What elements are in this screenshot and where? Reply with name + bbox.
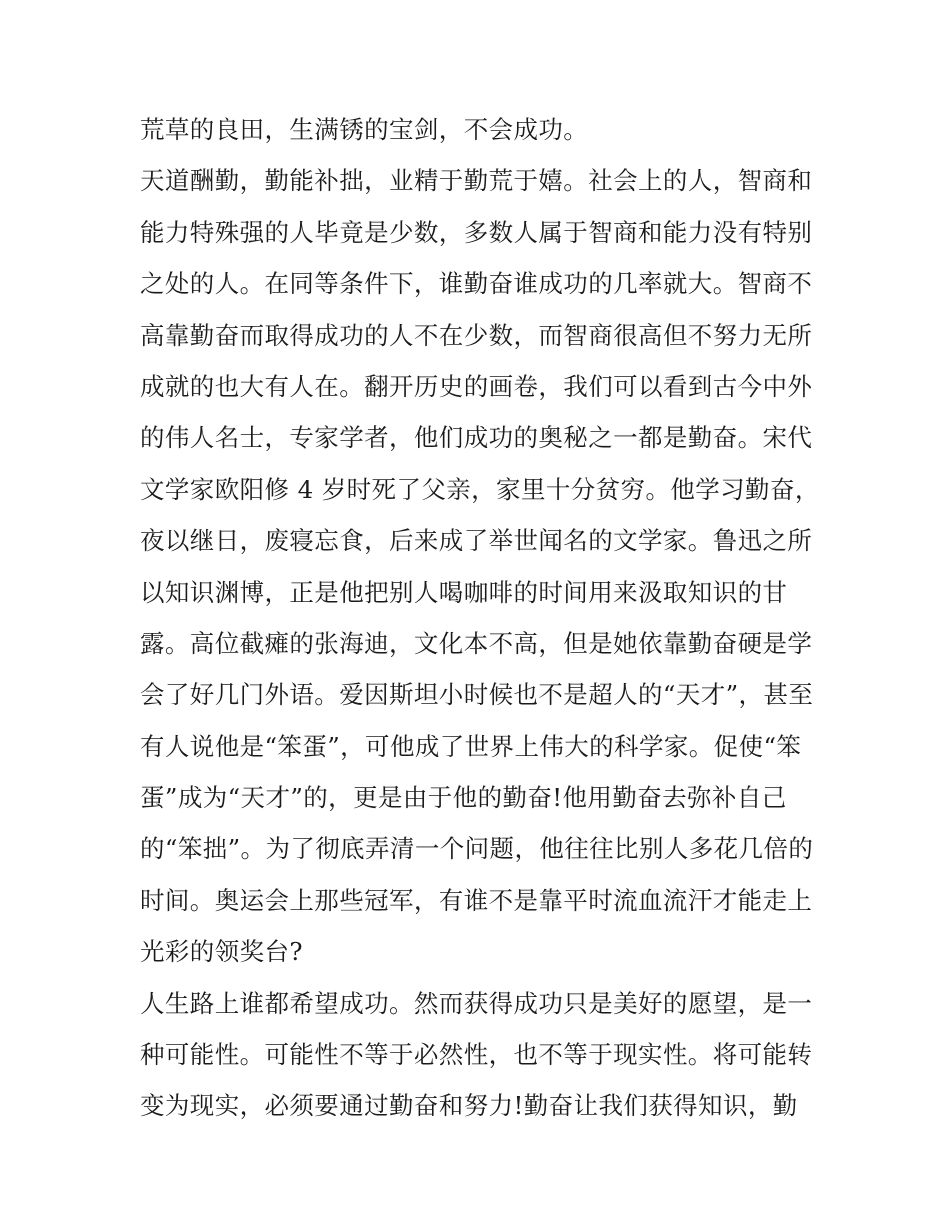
text-line: 变为现实，必须要通过勤奋和努力!勤奋让我们获得知识，勤 [140,1091,798,1121]
text-line: 夜以继日，废寝忘食，后来成了举世闻名的文学家。鲁迅之所 [140,526,813,556]
text-line: 人生路上谁都希望成功。然而获得成功只是美好的愿望，是一 [140,988,813,1018]
text-line: 高靠勤奋而取得成功的人不在少数，而智商很高但不努力无所 [140,320,813,350]
text-line: 光彩的领奖台? [140,937,303,967]
document-body [140,104,820,1132]
text-line: 的“笨拙”。为了彻底弄清一个问题，他往往比别人多花几倍的 [140,834,814,864]
text-line: 成就的也大有人在。翻开历史的画卷，我们可以看到古今中外 [140,371,813,401]
text-line: 的伟人名士，专家学者，他们成功的奥秘之一都是勤奋。宋代 [140,423,813,453]
text-line: 有人说他是“笨蛋”，可他成了世界上伟大的科学家。促使“笨 [140,731,802,761]
text-line: 以知识渊博，正是他把别人喝咖啡的时间用来汲取知识的甘 [140,577,788,607]
text-line: 荒草的良田，生满锈的宝剑，不会成功。 [140,115,589,144]
text-line: 时间。奥运会上那些冠军，有谁不是靠平时流血流汗才能走上 [140,885,813,915]
text-line: 天道酬勤，勤能补拙，业精于勤荒于嬉。社会上的人，智商和 [140,166,813,196]
text-line: 种可能性。可能性不等于必然性，也不等于现实性。将可能转 [140,1040,813,1070]
text-line: 文学家欧阳修 4 岁时死了父亲，家里十分贫穷。他学习勤奋， [140,474,820,504]
text-line: 会了好几门外语。爱因斯坦小时候也不是超人的“天才”，甚至 [140,680,814,710]
text-line: 蛋”成为“天才”的，更是由于他的勤奋!他用勤奋去弥补自己 [140,783,787,813]
text-line: 之处的人。在同等条件下，谁勤奋谁成功的几率就大。智商不 [140,269,813,299]
text-line: 露。高位截瘫的张海迪，文化本不高，但是她依靠勤奋硬是学 [140,628,813,658]
text-line: 能力特殊强的人毕竟是少数，多数人属于智商和能力没有特别 [140,217,813,247]
